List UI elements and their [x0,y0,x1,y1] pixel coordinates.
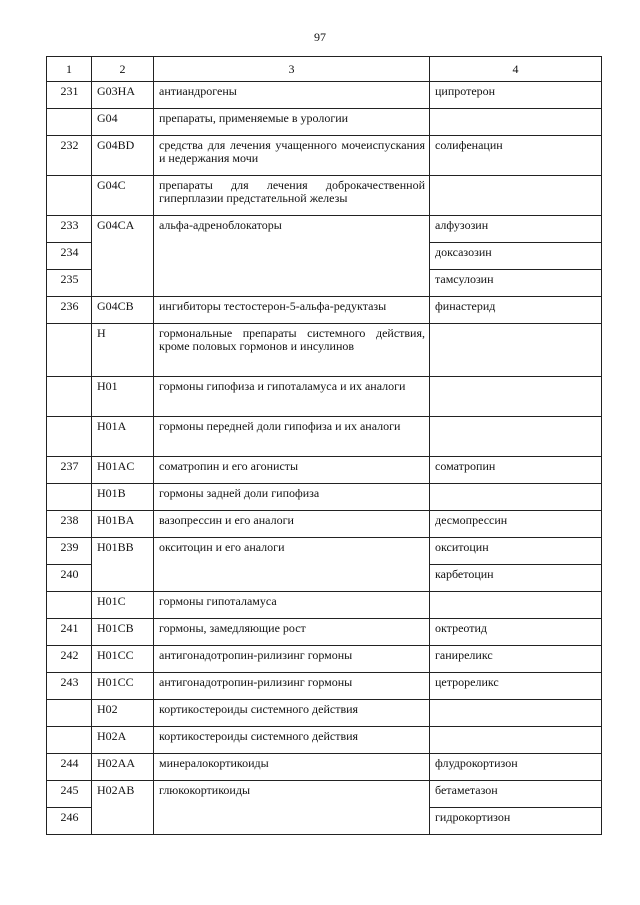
pharmacological-group: препараты, применяемые в урологии [154,109,430,136]
atc-code: H02AB [92,781,154,835]
table-row [47,297,602,324]
row-number: 242 [47,646,92,673]
table-row [47,457,602,484]
drug-name: соматропин [430,457,602,484]
drug-name: ганиреликс [430,646,602,673]
row-number [47,592,92,619]
drug-name: гидрокортизон [430,808,602,835]
pharmacological-group: антигонадотропин-рилизинг гормоны [154,646,430,673]
drug-name: флудрокортизон [430,754,602,781]
table-row [47,700,602,727]
drug-name [430,484,602,511]
atc-code: G04C [92,176,154,216]
row-number: 239 [47,538,92,565]
page-number: 97 [314,30,326,44]
pharmacological-group: альфа-адреноблокаторы [154,216,430,297]
atc-code: H01C [92,592,154,619]
table-row [47,754,602,781]
column-header: 2 [92,57,154,82]
pharmacological-group: препараты для лечения доброкачественной гиперплазии предстательной железы [154,176,430,216]
table-row [47,484,602,511]
row-number [47,109,92,136]
drug-name [430,700,602,727]
row-number: 235 [47,270,92,297]
row-number: 237 [47,457,92,484]
table-row [47,324,602,377]
atc-code: H02AA [92,754,154,781]
column-header: 1 [47,57,92,82]
row-number [47,176,92,216]
table-row [47,377,602,417]
table-row [47,781,602,808]
table-header-row [47,57,602,82]
table-row [47,176,602,216]
atc-code: H02 [92,700,154,727]
pharmacological-group: кортикостероиды системного действия [154,727,430,754]
drug-name: солифенацин [430,136,602,176]
row-number: 240 [47,565,92,592]
atc-code: H01BB [92,538,154,592]
pharmacological-group: соматропин и его агонисты [154,457,430,484]
row-number: 245 [47,781,92,808]
table-row [47,538,602,565]
row-number [47,417,92,457]
row-number: 233 [47,216,92,243]
drug-name: ципротерон [430,82,602,109]
atc-code: H01AC [92,457,154,484]
table-row [47,511,602,538]
drug-name [430,417,602,457]
row-number: 234 [47,243,92,270]
atc-code: G04CA [92,216,154,297]
row-number: 244 [47,754,92,781]
atc-code: G04CB [92,297,154,324]
pharmacological-group: гормональные препараты системного действия, кроме половых гормонов и инсулинов [154,324,430,377]
atc-code: H [92,324,154,377]
drug-name: цетрореликс [430,673,602,700]
atc-code: G03HA [92,82,154,109]
atc-code: H01 [92,377,154,417]
drug-name: карбетоцин [430,565,602,592]
drug-name: октреотид [430,619,602,646]
pharmacological-group: гормоны гипофиза и гипоталамуса и их аналоги [154,377,430,417]
pharmacological-group: минералокортикоиды [154,754,430,781]
drug-name [430,176,602,216]
pharmacological-group: кортикостероиды системного действия [154,700,430,727]
row-number [47,700,92,727]
column-header: 4 [430,57,602,82]
pharmacological-group: гормоны задней доли гипофиза [154,484,430,511]
pharmacological-group: вазопрессин и его аналоги [154,511,430,538]
table-row [47,136,602,176]
row-number [47,727,92,754]
atc-code: G04BD [92,136,154,176]
atc-code: H01CB [92,619,154,646]
pharmacological-group: глюкокортикоиды [154,781,430,835]
row-number: 246 [47,808,92,835]
row-number: 231 [47,82,92,109]
atc-code: H01BA [92,511,154,538]
table-row [47,619,602,646]
drug-name: бетаметазон [430,781,602,808]
row-number [47,484,92,511]
drug-name: окситоцин [430,538,602,565]
drug-name [430,592,602,619]
row-number: 243 [47,673,92,700]
pharmacological-group: антигонадотропин-рилизинг гормоны [154,673,430,700]
drug-name [430,109,602,136]
pharmacological-group: средства для лечения учащенного мочеиспускания и недержания мочи [154,136,430,176]
drug-name [430,324,602,377]
table-row [47,646,602,673]
pharmacological-group: гормоны гипоталамуса [154,592,430,619]
row-number [47,324,92,377]
drug-name [430,727,602,754]
pharmacological-group: антиандрогены [154,82,430,109]
table-row [47,592,602,619]
atc-code: H02A [92,727,154,754]
row-number: 238 [47,511,92,538]
drug-table [46,56,602,835]
drug-name: алфузозин [430,216,602,243]
row-number: 241 [47,619,92,646]
pharmacological-group: окситоцин и его аналоги [154,538,430,592]
pharmacological-group: гормоны, замедляющие рост [154,619,430,646]
table-row [47,727,602,754]
drug-name: десмопрессин [430,511,602,538]
table-row [47,673,602,700]
atc-code: H01A [92,417,154,457]
table-row [47,82,602,109]
row-number: 236 [47,297,92,324]
row-number [47,377,92,417]
pharmacological-group: гормоны передней доли гипофиза и их аналоги [154,417,430,457]
drug-name: финастерид [430,297,602,324]
atc-code: H01CC [92,673,154,700]
pharmacological-group: ингибиторы тестостерон-5-альфа-редуктазы [154,297,430,324]
drug-name [430,377,602,417]
atc-code: H01B [92,484,154,511]
atc-code: G04 [92,109,154,136]
row-number: 232 [47,136,92,176]
atc-code: H01CC [92,646,154,673]
drug-name: доксазозин [430,243,602,270]
drug-name: тамсулозин [430,270,602,297]
table-row [47,216,602,243]
column-header: 3 [154,57,430,82]
table-row [47,109,602,136]
table-row [47,417,602,457]
